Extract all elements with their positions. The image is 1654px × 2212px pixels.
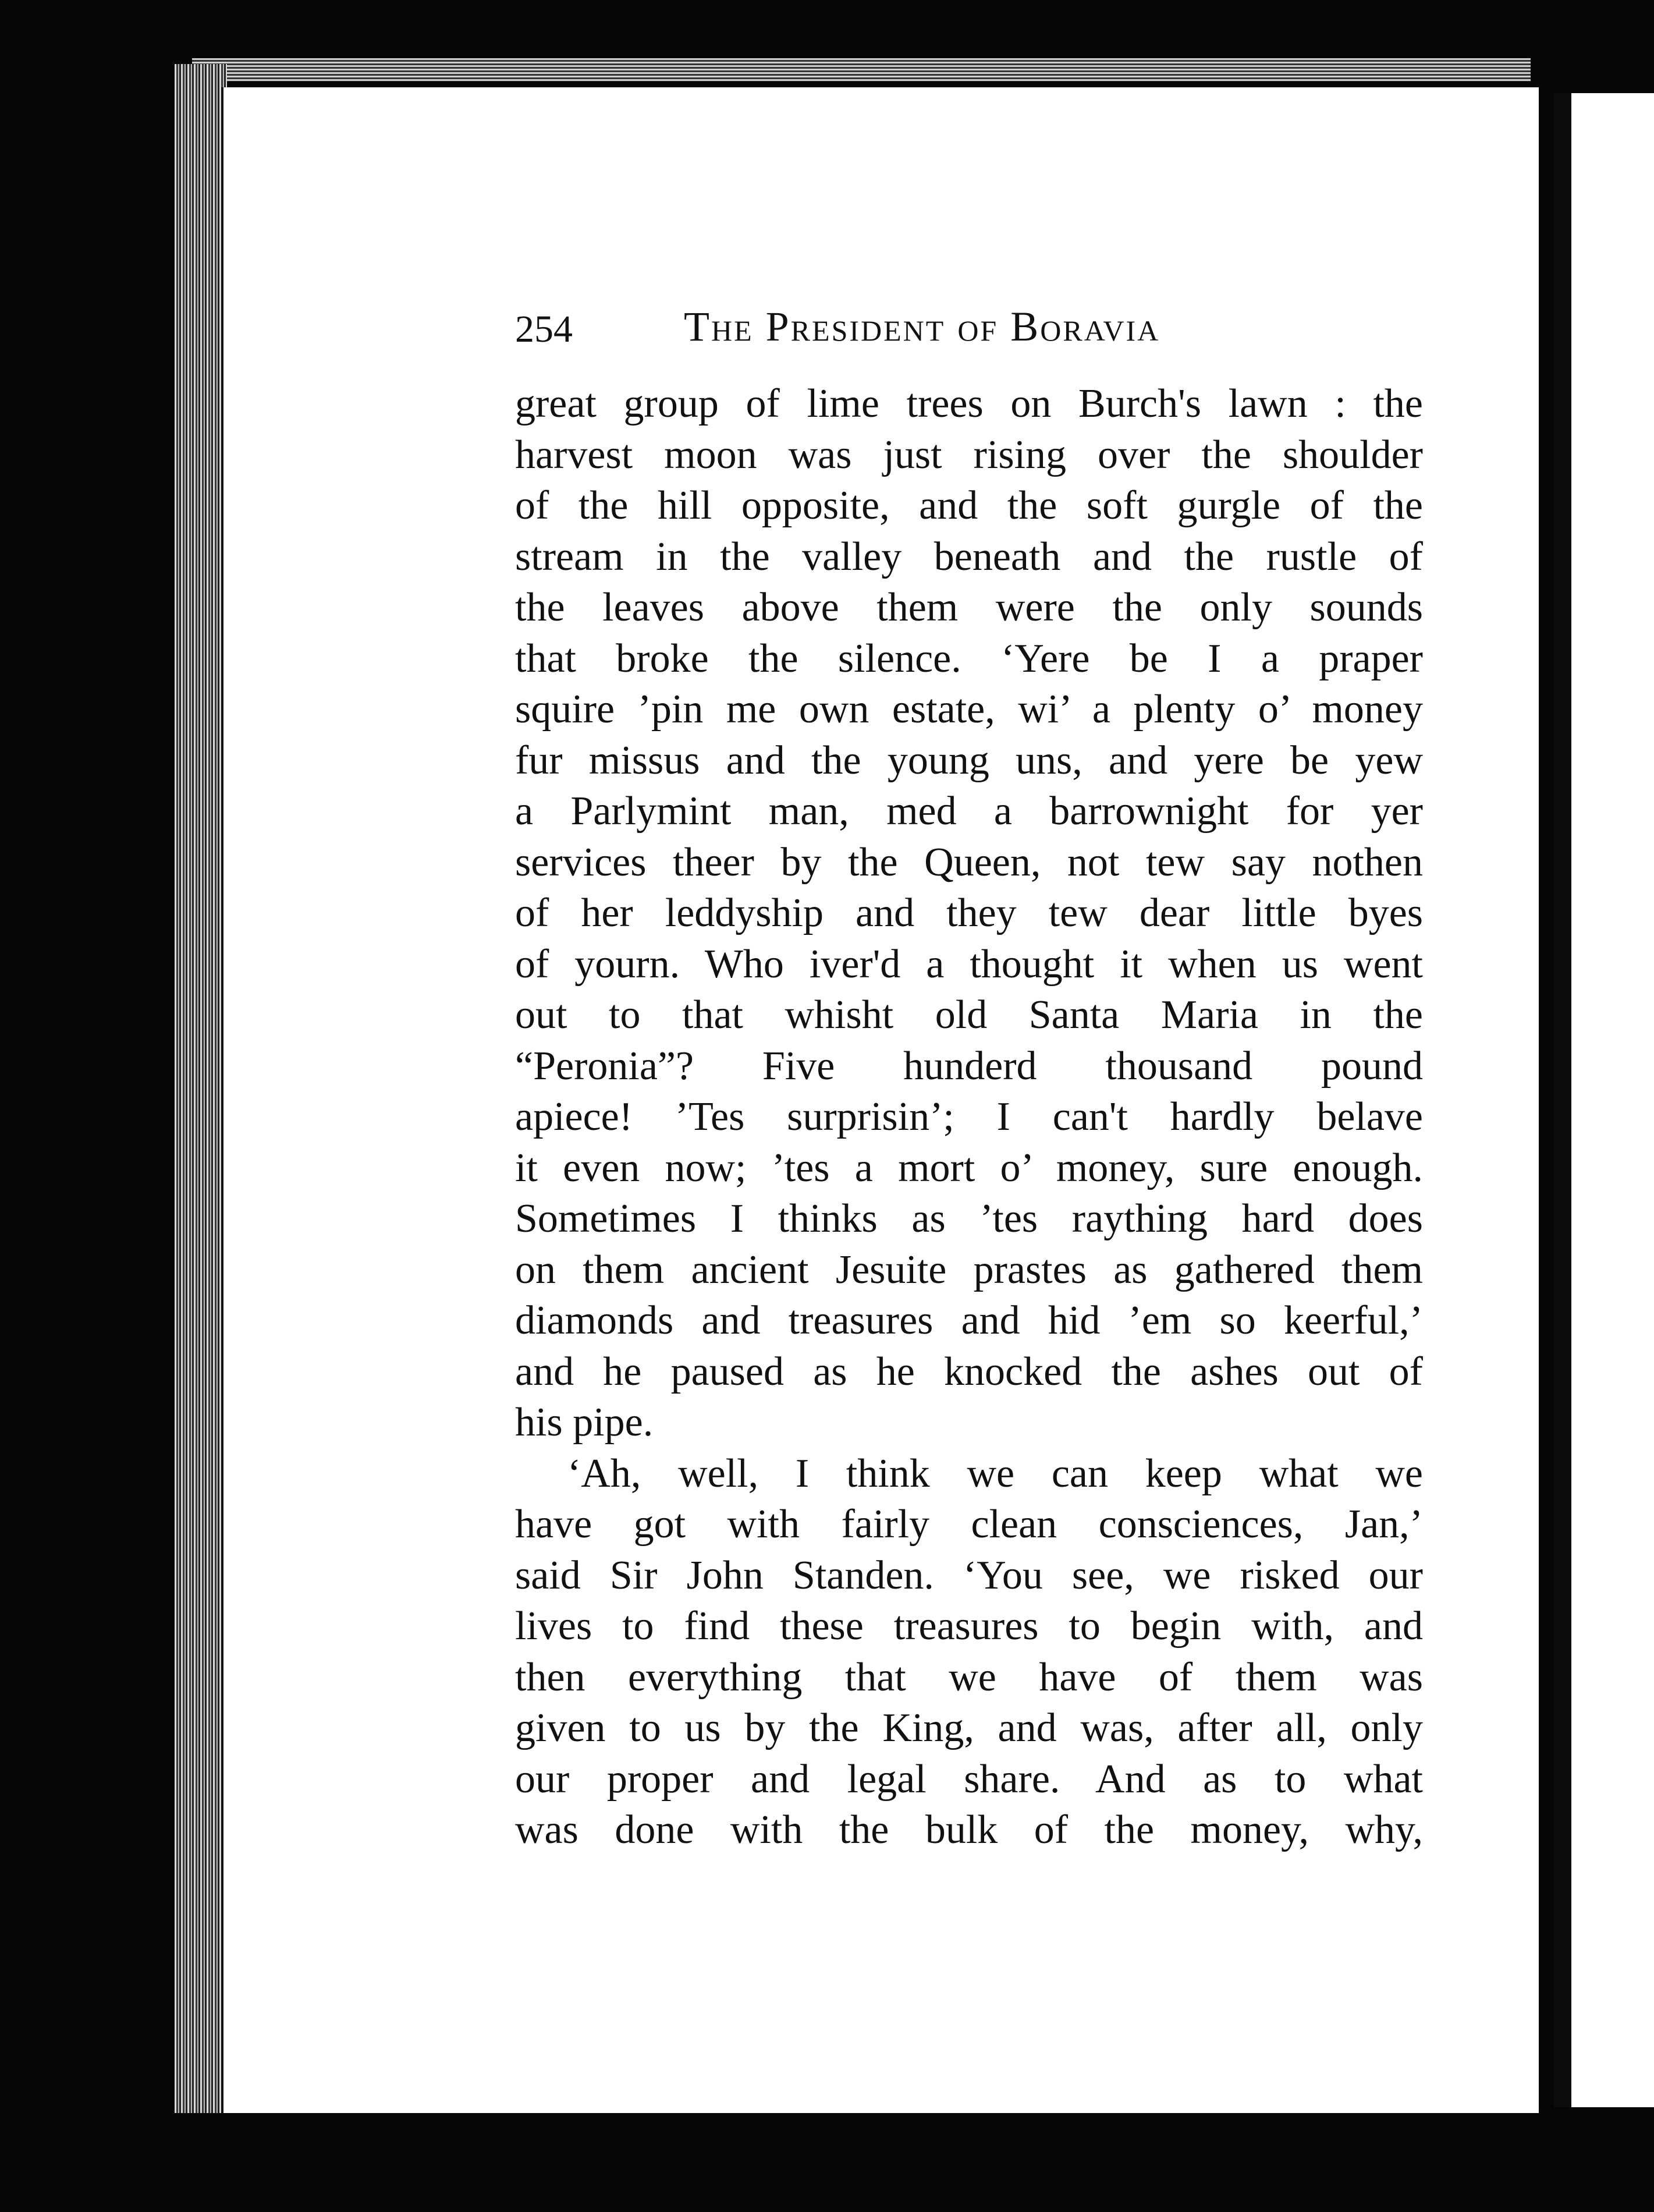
text-line: stream in the valley beneath and the rustle of (515, 534, 1423, 579)
text-line: out to that whisht old Santa Maria in the (515, 992, 1423, 1037)
text-line: and he paused as he knocked the ashes out of (515, 1349, 1423, 1394)
text-line: have got with fairly clean consciences, Jan,’ (515, 1502, 1423, 1547)
page-edges-left (175, 64, 227, 2113)
text-line: Sometimes I thinks as ’tes raything hard does (515, 1196, 1423, 1241)
page-edges-top (192, 58, 1531, 81)
text-line: was done with the bulk of the money, why, (515, 1807, 1423, 1852)
text-line: our proper and legal share. And as to what (515, 1756, 1423, 1802)
text-line: harvest moon was just rising over the shoulder (515, 432, 1423, 477)
text-line: “Peronia”? Five hunderd thousand pound (515, 1043, 1423, 1089)
text-line: apiece! ’Tes surprisin’; I can't hardly belave (515, 1094, 1423, 1139)
text-line: squire ’pin me own estate, wi’ a plenty o’ money (515, 687, 1423, 732)
text-line: of her leddyship and they tew dear little byes (515, 891, 1423, 935)
text-line: then everything that we have of them was (515, 1654, 1423, 1700)
text-line: given to us by the King, and was, after all, only (515, 1706, 1423, 1750)
body-text (515, 378, 1423, 1856)
running-head (515, 303, 1248, 355)
text-line: diamonds and treasures and hid ’em so keerful,’ (515, 1298, 1423, 1343)
text-line: that broke the silence. ‘Yere be I a praper (515, 636, 1423, 681)
text-line: of the hill opposite, and the soft gurgle of the (515, 483, 1423, 528)
text-line: his pipe. (515, 1400, 654, 1445)
text-line: lives to find these treasures to begin with, and (515, 1604, 1423, 1649)
running-title: The President of Boravia (684, 303, 1160, 350)
text-line: ‘Ah, well, I think we can keep what we (567, 1451, 1423, 1496)
text-line: it even now; ’tes a mort o’ money, sure enough. (515, 1145, 1423, 1190)
text-line: on them ancient Jesuite prastes as gathered them (515, 1247, 1423, 1292)
page-number: 254 (515, 308, 573, 350)
facing-page-edge (1554, 93, 1654, 2107)
text-line: a Parlymint man, med a barrownight for yer (515, 789, 1423, 834)
text-line: said Sir John Standen. ‘You see, we risked our (515, 1552, 1423, 1598)
text-line: the leaves above them were the only sounds (515, 585, 1423, 630)
text-line: fur missus and the young uns, and yere be yew (515, 738, 1423, 783)
text-line: of yourn. Who iver'd a thought it when us went (515, 941, 1423, 987)
text-line: services theer by the Queen, not tew say nothen (515, 839, 1423, 885)
text-line: great group of lime trees on Burch's lawn : the (515, 381, 1423, 426)
